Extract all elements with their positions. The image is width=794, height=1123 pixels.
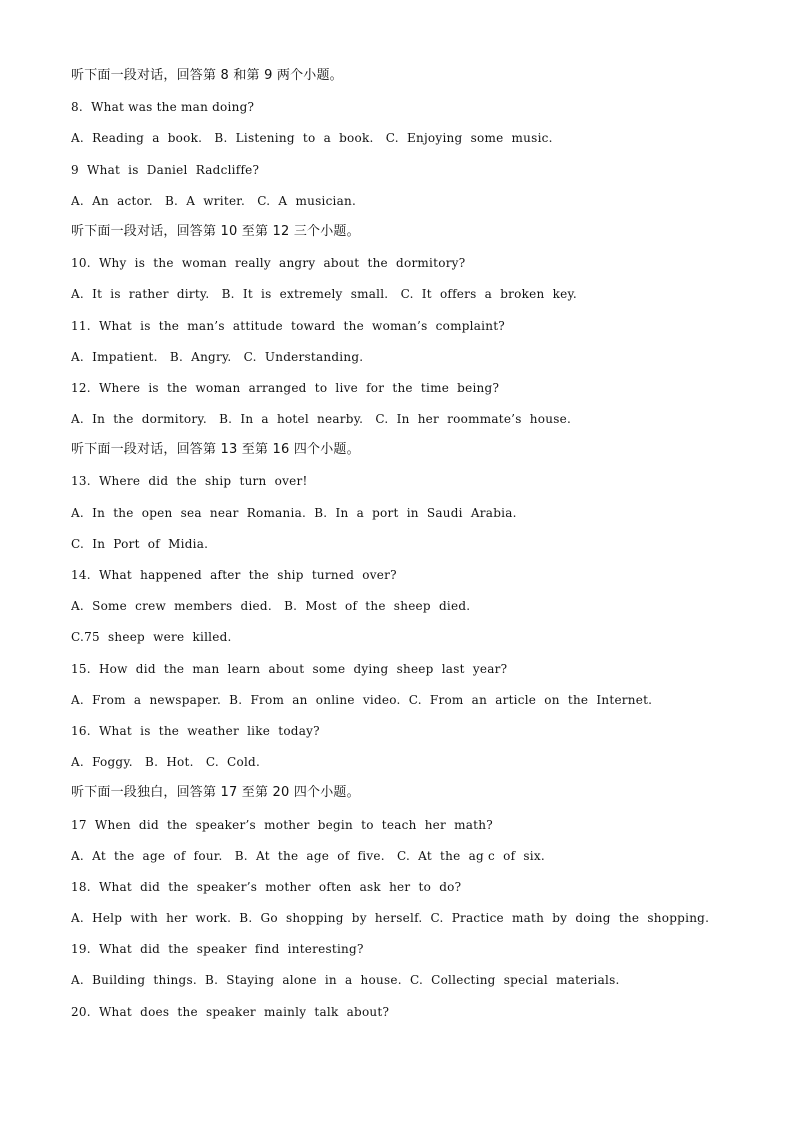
document-content bbox=[71, 64, 731, 1031]
question-line: 19. What did the speaker find interesting? bbox=[71, 942, 364, 957]
question-line: 11. What is the man’s attitude toward the woman’s complaint? bbox=[71, 318, 505, 333]
question-line: 16. What is the weather like today? bbox=[71, 723, 320, 738]
question-line: 10. Why is the woman really angry about the dormitory? bbox=[71, 256, 466, 271]
section-heading: 听下面一段对话，回答第 13 至第 16 四个小题。 bbox=[71, 442, 360, 458]
answer-options-line: A. Impatient. B. Angry. C. Understanding. bbox=[71, 349, 364, 364]
question-line: 15. How did the man learn about some dying sheep last year? bbox=[71, 661, 508, 676]
section-heading: 听下面一段对话，回答第 8 和第 9 两个小题。 bbox=[71, 68, 343, 83]
question-line: 13. Where did the ship turn over! bbox=[71, 474, 308, 489]
question-line: 12. Where is the woman arranged to live for the time being? bbox=[71, 380, 500, 395]
question-line: 20. What does the speaker mainly talk about? bbox=[71, 1004, 390, 1019]
answer-options-line: C. In Port of Midia. bbox=[71, 536, 209, 551]
answer-options-line: A. It is rather dirty. B. It is extremely small. C. It offers a broken key. bbox=[71, 287, 577, 302]
answer-options-line: A. At the age of four. B. At the age of five. C. At the ag c of six. bbox=[71, 848, 545, 863]
answer-options-line: A. Reading a book. B. Listening to a book. C. Enjoying some music. bbox=[71, 131, 553, 146]
question-line: 18. What did the speaker’s mother often ask her to do? bbox=[71, 879, 462, 894]
answer-options-line: A. Some crew members died. B. Most of the sheep died. bbox=[71, 599, 471, 614]
answer-options-line: A. In the dormitory. B. In a hotel nearby. C. In her roommate’s house. bbox=[71, 412, 572, 427]
answer-options-line: A. An actor. B. A writer. C. A musician. bbox=[71, 193, 357, 208]
question-line: 9 What is Daniel Radcliffe? bbox=[71, 162, 260, 177]
section-heading: 听下面一段独白，回答第 17 至第 20 四个小题。 bbox=[71, 785, 360, 801]
answer-options-line: A. Building things. B. Staying alone in a house. C. Collecting special materials. bbox=[71, 973, 620, 988]
answer-options-line: C.75 sheep were killed. bbox=[71, 630, 232, 645]
answer-options-line: A. In the open sea near Romania. B. In a port in Saudi Arabia. bbox=[71, 505, 517, 520]
section-heading: 听下面一段对话，回答第 10 至第 12 三个小题。 bbox=[71, 223, 360, 239]
question-line: 8. What was the man doing? bbox=[71, 100, 255, 115]
answer-options-line: A. Foggy. B. Hot. C. Cold. bbox=[71, 755, 261, 770]
question-line: 17 When did the speaker’s mother begin to teach her math? bbox=[71, 817, 493, 832]
answer-options-line: A. From a newspaper. B. From an online video. C. From an article on the Internet. bbox=[71, 692, 653, 707]
question-line: 14. What happened after the ship turned over? bbox=[71, 568, 397, 582]
answer-options-line: A. Help with her work. B. Go shopping by herself. C. Practice math by doing the shopping. bbox=[71, 911, 710, 926]
